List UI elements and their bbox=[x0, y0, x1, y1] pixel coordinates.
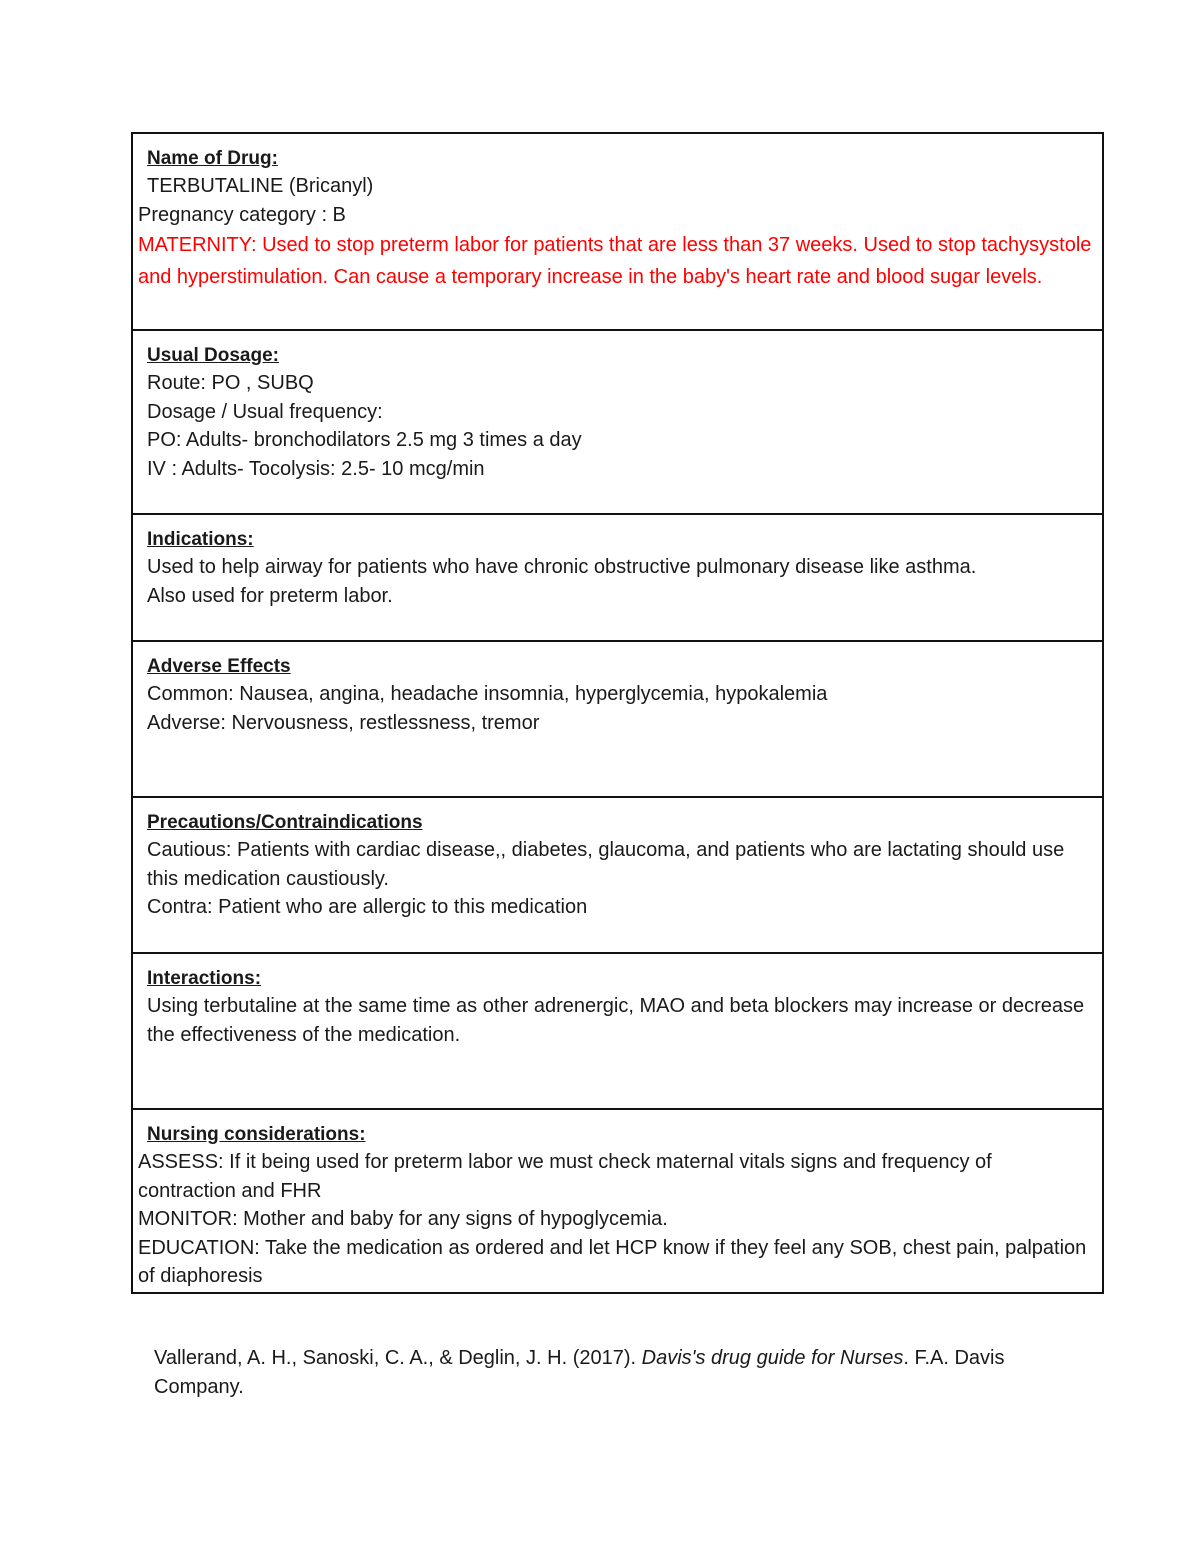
dosage-frequency-label: Dosage / Usual frequency: bbox=[147, 400, 383, 423]
precautions-contra: Contra: Patient who are allergic to this medication bbox=[147, 896, 588, 918]
dosage-po: PO: Adults- bronchodilators 2.5 mg 3 times a day bbox=[147, 429, 582, 451]
adverse-adverse: Adverse: Nervousness, restlessness, tremor bbox=[147, 711, 540, 734]
interactions-section bbox=[133, 954, 1102, 1110]
citation-authors: Vallerand, A. H., Sanoski, C. A., & Deglin, J. H. (2017). bbox=[154, 1347, 637, 1369]
citation-publisher: . F.A. Davis Company. bbox=[154, 1347, 1005, 1398]
indications-line-1: Used to help airway for patients who have chronic obstructive pulmonary disease like asthma. bbox=[147, 556, 977, 578]
adverse-common: Common: Nausea, angina, headache insomnia, hyperglycemia, hypokalemia bbox=[147, 683, 828, 705]
dosage-route: Route: PO , SUBQ bbox=[147, 372, 314, 394]
indications-section bbox=[133, 515, 1102, 642]
indications-heading: Indications: bbox=[147, 529, 254, 550]
indications-line-2: Also used for preterm labor. bbox=[147, 584, 393, 607]
adverse-effects-heading: Adverse Effects bbox=[147, 656, 291, 677]
drug-card bbox=[131, 132, 1104, 1294]
nursing-monitor: MONITOR: Mother and baby for any signs of hypoglycemia. bbox=[138, 1208, 668, 1230]
citation-title: Davis's drug guide for Nurses bbox=[641, 1347, 904, 1369]
name-of-drug-section bbox=[133, 134, 1102, 331]
precautions-cautious: Cautious: Patients with cardiac disease,, diabetes, glaucoma, and patients who are lactating should use this medication caustiously. bbox=[147, 839, 1065, 890]
precautions-section bbox=[133, 798, 1102, 954]
name-of-drug-heading: Name of Drug: bbox=[147, 148, 278, 169]
citation bbox=[154, 1344, 1094, 1402]
usual-dosage-heading: Usual Dosage: bbox=[147, 345, 279, 366]
nursing-assess: ASSESS: If it being used for preterm labor we must check maternal vitals signs and frequency of contraction and FHR bbox=[138, 1151, 992, 1202]
maternity-note: MATERNITY: Used to stop preterm labor for patients that are less than 37 weeks. Used to stop tachysystole and hyperstimulation. Can cause a temporary increase in the baby's heart rate and blood sugar levels. bbox=[138, 234, 1092, 288]
nursing-education: EDUCATION: Take the medication as ordered and let HCP know if they feel any SOB, chest pain, palpation of diaphoresis bbox=[138, 1236, 1087, 1287]
precautions-heading: Precautions/Contraindications bbox=[147, 812, 423, 833]
pregnancy-category: Pregnancy category : B bbox=[138, 203, 346, 226]
dosage-iv: IV : Adults- Tocolysis: 2.5- 10 mcg/min bbox=[147, 457, 485, 480]
interactions-heading: Interactions: bbox=[147, 968, 262, 989]
usual-dosage-section bbox=[133, 331, 1102, 515]
interactions-text: Using terbutaline at the same time as other adrenergic, MAO and beta blockers may increase or decrease the effectiveness of the medication. bbox=[147, 995, 1085, 1046]
nursing-considerations-heading: Nursing considerations: bbox=[147, 1124, 366, 1145]
adverse-effects-section bbox=[133, 642, 1102, 798]
drug-name: TERBUTALINE (Bricanyl) bbox=[147, 175, 374, 197]
nursing-considerations-section bbox=[133, 1110, 1102, 1292]
